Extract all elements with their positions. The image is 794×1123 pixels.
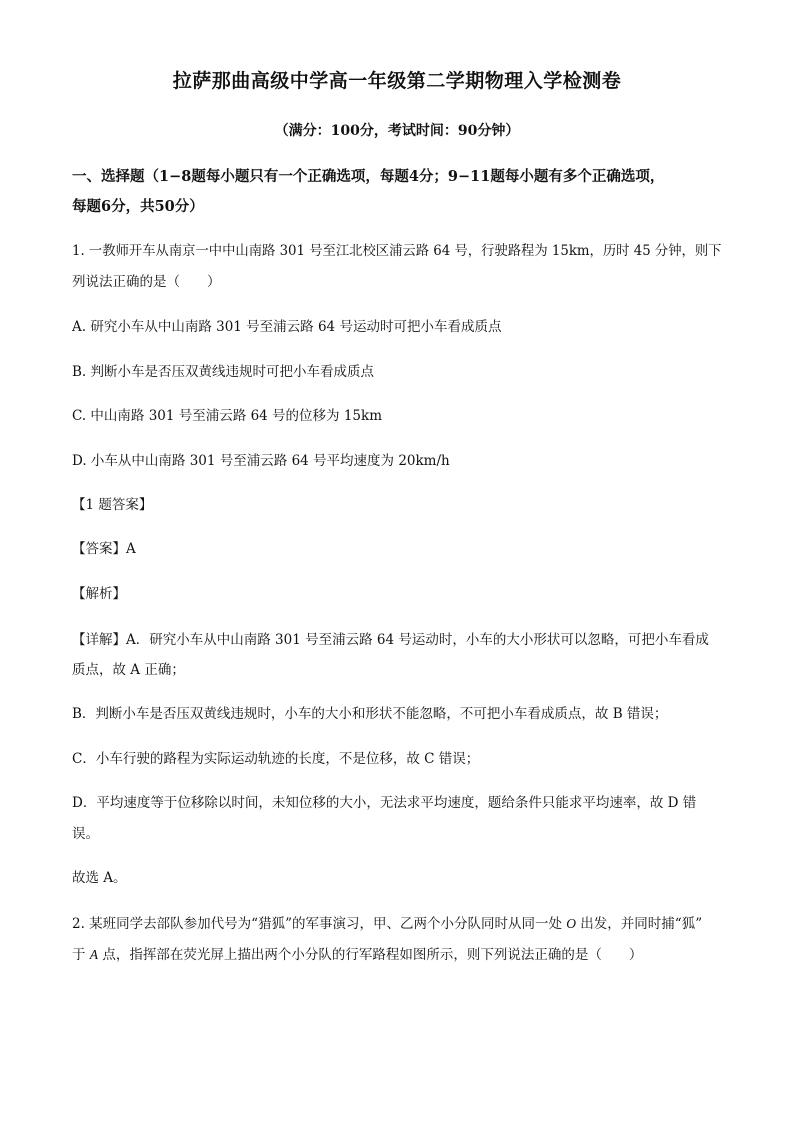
q1-answer-header: 【1 题答案】 (72, 497, 153, 513)
q1-option-d: D. 小车从中山南路 301 号至浦云路 64 号平均速度为 20km/h (72, 453, 450, 469)
q2-stem-text-2b: 点，指挥部在荧光屏上描出两个小分队的行军路程如图所示，则下列说法正确的是（ ） (98, 947, 643, 963)
section-heading-line1: 一、选择题（1−8题每小题只有一个正确选项，每题4分；9−11题每小题有多个正确选项， (72, 168, 665, 185)
q2-var-o: O (566, 916, 577, 931)
q1-stem-line1: 1. 一教师开车从南京一中中山南路 301 号至江北校区浦云路 64 号，行驶路程为 15km，历时 45 分钟，则下 (72, 243, 722, 259)
q1-conclusion: 故选 A。 (72, 870, 127, 886)
q1-detail-line2: 质点，故 A 正确； (72, 662, 185, 678)
q2-stem-text-2a: 于 (72, 947, 90, 963)
q1-detail-line5: D．平均速度等于位移除以时间，未知位移的大小，无法求平均速度，题给条件只能求平均速率，故 D 错 (72, 795, 697, 811)
q2-stem-text-1b: 出发，并同时捕“狐” (576, 916, 703, 932)
q2-var-a: A (89, 947, 99, 962)
page-title: 拉萨那曲高级中学高一年级第二学期物理入学检测卷 (172, 70, 622, 92)
q1-option-a: A. 研究小车从中山南路 301 号至浦云路 64 号运动时可把小车看成质点 (72, 319, 502, 335)
q2-stem-text-1a: 2. 某班同学去部队参加代号为“猎狐”的军事演习，甲、乙两个小分队同时从同一处 (72, 916, 567, 932)
q1-answer: 【答案】A (72, 541, 136, 557)
q1-analysis-header: 【解析】 (72, 586, 126, 602)
q2-stem-line2 (72, 948, 642, 963)
q1-option-b: B. 判断小车是否压双黄线违规时可把小车看成质点 (72, 364, 375, 380)
section-heading-line2: 每题6分，共50分） (72, 198, 204, 215)
q2-stem-line1 (72, 917, 702, 932)
q1-detail-line3: B．判断小车是否压双黄线违规时，小车的大小和形状不能忽略，不可把小车看成质点，故 B 错误； (72, 706, 668, 722)
q1-detail-line1: 【详解】A．研究小车从中山南路 301 号至浦云路 64 号运动时，小车的大小形状可以忽略，可把小车看成 (72, 632, 709, 648)
q1-stem-line2: 列说法正确的是（ ） (72, 274, 221, 290)
q1-option-c: C. 中山南路 301 号至浦云路 64 号的位移为 15km (72, 408, 382, 424)
q1-detail-line4: C．小车行驶的路程为实际运动轨迹的长度，不是位移，故 C 错误； (72, 751, 480, 767)
exam-info: （满分：100分，考试时间：90分钟） (274, 123, 520, 139)
q1-detail-line6: 误。 (72, 826, 99, 842)
